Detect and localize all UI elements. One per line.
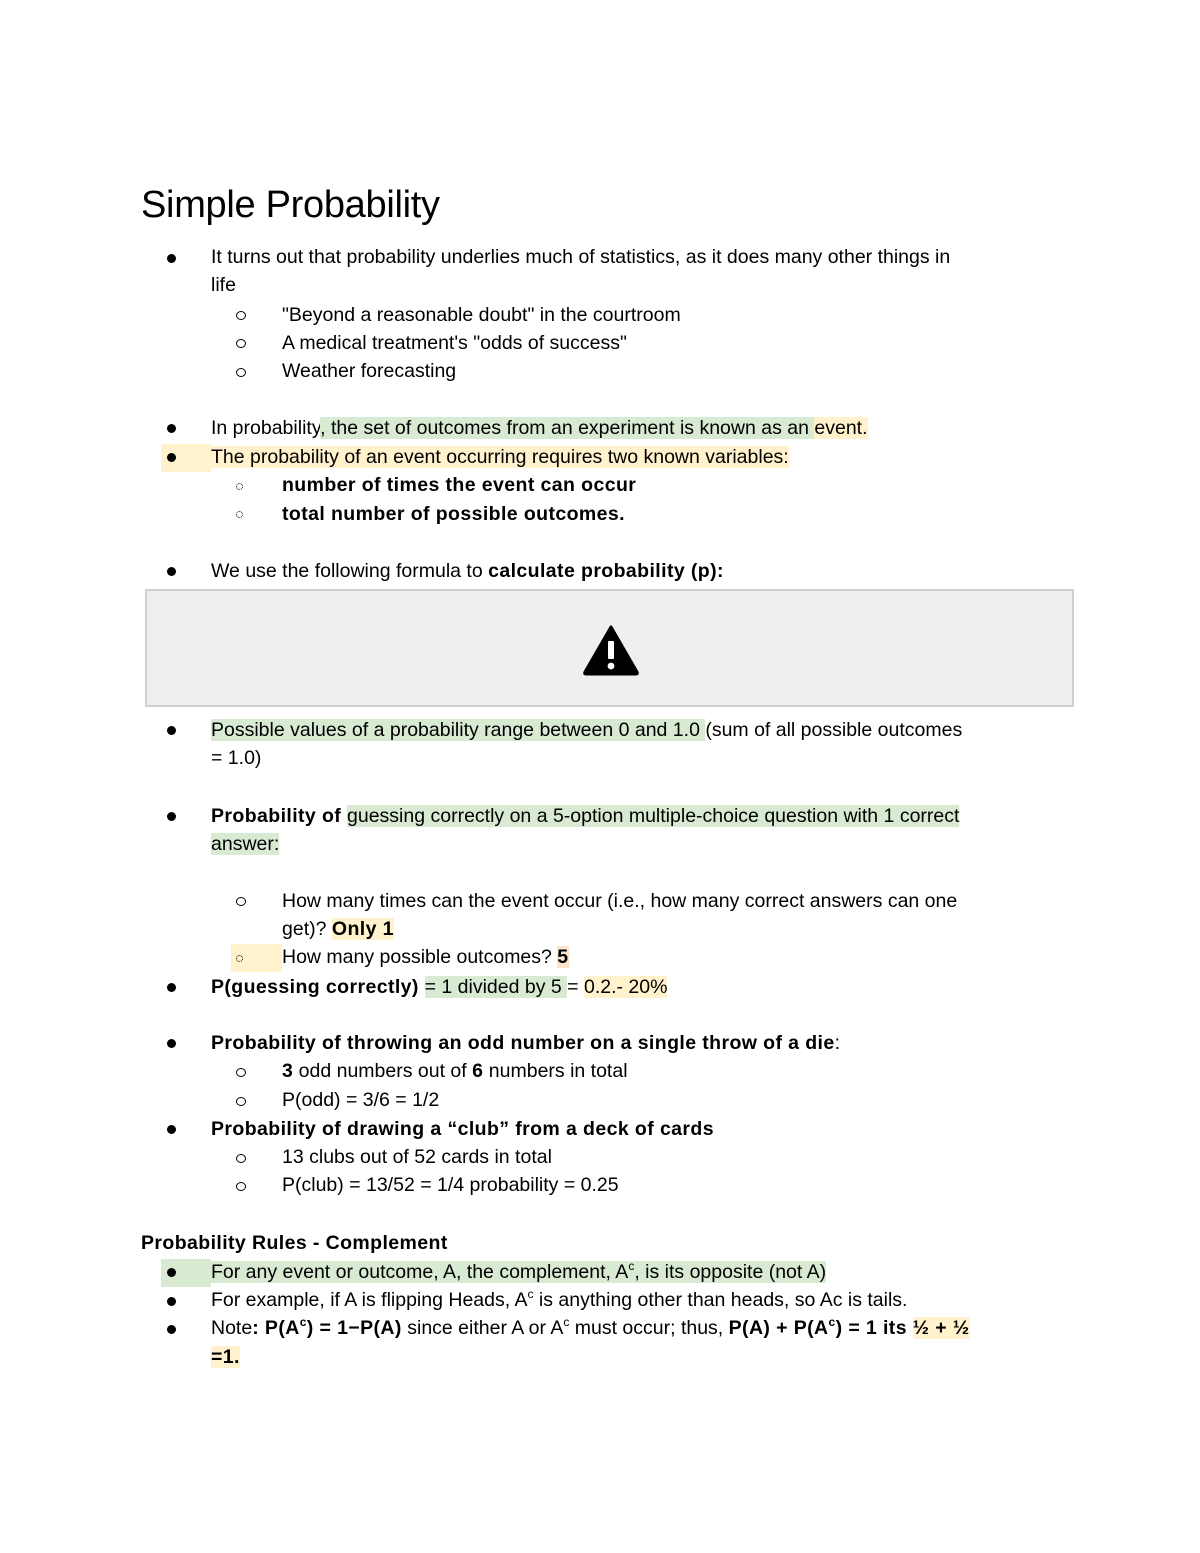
section-heading: Probability Rules - Complement xyxy=(141,1232,448,1254)
bullet-dotted-circle xyxy=(236,483,243,490)
odd-sub-1: 3 odd numbers out of 6 numbers in total xyxy=(282,1060,628,1082)
rules-line-2: For example, if A is flipping Heads, $A^c$ is anything other than heads, so Ac is tails. xyxy=(211,1287,908,1311)
bullet-dot xyxy=(167,1325,176,1334)
range-line-cont: = 1.0) xyxy=(211,747,262,769)
club-sub-1: 13 clubs out of 52 cards in total xyxy=(282,1146,552,1168)
bullet-dot xyxy=(167,424,176,433)
bullet-dot xyxy=(167,983,176,992)
bullet-circle xyxy=(236,897,246,906)
bullet-dot xyxy=(167,1039,176,1048)
bullet-dotted-circle xyxy=(236,511,243,518)
guess-sub-1-cont: get)? Only 1 xyxy=(282,918,394,940)
bullet-circle xyxy=(236,311,246,320)
bullet-dot xyxy=(167,1268,176,1277)
bullet-dot xyxy=(167,1125,176,1134)
pguess-line: P(guessing correctly) = 1 divided by 5 = 0.2.- 20% xyxy=(211,976,668,998)
odd-sub-2: P(odd) = 3/6 = 1/2 xyxy=(282,1089,440,1111)
club-sub-2: P(club) = 13/52 = 1/4 probability = 0.25 xyxy=(282,1174,619,1196)
bullet-dot xyxy=(167,567,176,576)
bullet-dot xyxy=(167,1297,176,1306)
bullet-dot xyxy=(167,254,176,263)
requires-sub-2: total number of possible outcomes. xyxy=(282,503,625,525)
club-line: Probability of drawing a “club” from a deck of cards xyxy=(211,1118,714,1140)
event-line: In probability, the set of outcomes from an experiment is known as an event. xyxy=(211,417,868,439)
intro-sub-2: A medical treatment's "odds of success" xyxy=(282,332,627,354)
requires-line: The probability of an event occurring requires two known variables: xyxy=(211,446,789,468)
guess-sub-2: How many possible outcomes? 5 xyxy=(282,946,569,968)
odd-line: Probability of throwing an odd number on a single throw of a die: xyxy=(211,1032,841,1054)
bullet-dot xyxy=(167,812,176,821)
rules-line-1: For any event or outcome, A, the complement, $A^c$, is its opposite (not A) xyxy=(211,1259,827,1283)
page-title: Simple Probability xyxy=(141,184,440,226)
bullet-dot xyxy=(167,726,176,735)
bullet-circle xyxy=(236,1097,246,1106)
bullet-circle xyxy=(236,339,246,348)
bullet-circle xyxy=(236,1154,246,1163)
requires-sub-1: number of times the event can occur xyxy=(282,474,637,496)
guess-sub-1: How many times can the event occur (i.e., how many correct answers can one xyxy=(282,890,958,912)
bullet-dot xyxy=(167,453,176,462)
rules-line-3: Note: $P(A^c) = 1-P(A)$ since either A or $A^c$ must occur; thus, $P(A) + P(A^c) = 1$ its ½ + ½ xyxy=(211,1315,970,1339)
intro-line-cont: life xyxy=(211,274,236,296)
bullet-circle xyxy=(236,1068,246,1077)
intro-sub-1: "Beyond a reasonable doubt" in the courtroom xyxy=(282,304,681,326)
bullet-circle xyxy=(236,1182,246,1191)
bullet-circle xyxy=(236,368,246,377)
formula-line: We use the following formula to calculate probability (p): xyxy=(211,560,724,582)
rules-line-3-cont: =1. xyxy=(211,1346,240,1368)
warning-icon xyxy=(582,624,640,676)
range-line: Possible values of a probability range between 0 and 1.0 (sum of all possible outcomes xyxy=(211,719,963,741)
guess-line-cont: answer: xyxy=(211,833,280,855)
bullet-dotted-circle xyxy=(236,955,243,962)
guess-line: Probability of guessing correctly on a 5-option multiple-choice question with 1 correct xyxy=(211,805,960,827)
intro-sub-3: Weather forecasting xyxy=(282,360,457,382)
intro-line: It turns out that probability underlies much of statistics, as it does many other things in xyxy=(211,246,951,268)
